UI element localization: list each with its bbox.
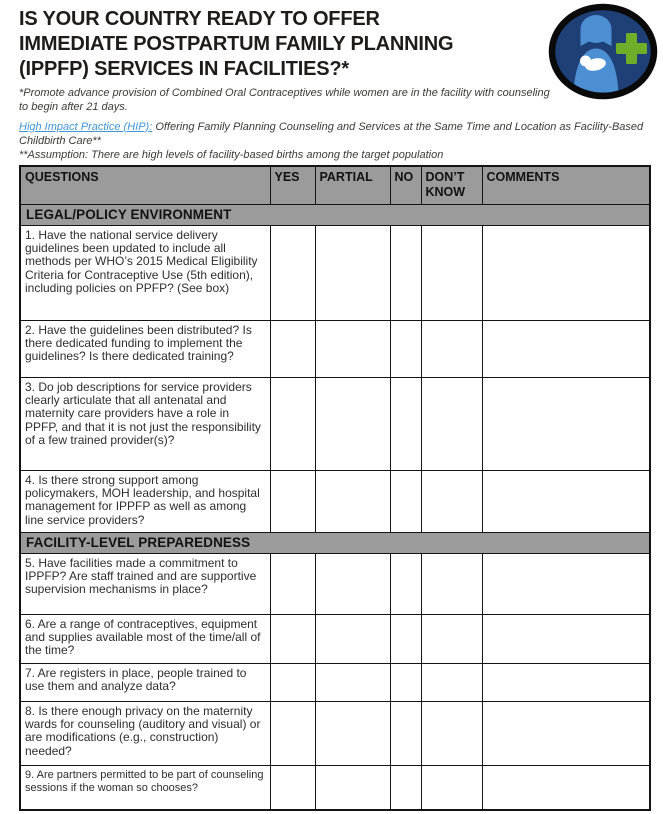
- mother-baby-plus-badge-icon: [548, 3, 658, 101]
- q7-no-cell: [390, 663, 421, 701]
- col-header-questions: QUESTIONS: [20, 166, 270, 204]
- assumption-footnote: **Assumption: There are high levels of facility-based births among the target population: [19, 149, 444, 162]
- question-text: 1. Have the national service delivery guidelines been updated to include all methods per WHO’s 2015 Medical Eligibility Criteria for Contraceptive Use (5th edition), including policies on PPFP? (See box): [20, 225, 270, 320]
- col-header-partial: PARTIAL: [315, 166, 390, 204]
- q2-dont-know-cell: [421, 320, 482, 377]
- promote-footnote: *Promote advance provision of Combined Oral Contraceptives while women are in the facility with counseling to begin after 21 days.: [19, 87, 550, 114]
- hip-paragraph: [19, 120, 647, 163]
- hip-line: [19, 120, 647, 149]
- question-text: 9. Are partners permitted to be part of counseling sessions if the woman so chooses?: [20, 765, 270, 810]
- q4-dont-know-cell: [421, 470, 482, 532]
- q6-partial-cell: [315, 614, 390, 663]
- q1-comments-cell: [482, 225, 650, 320]
- q4-no-cell: [390, 470, 421, 532]
- q9-partial-cell: [315, 765, 390, 810]
- q7-dont-know-cell: [421, 663, 482, 701]
- question-row-3: [20, 377, 650, 470]
- q2-no-cell: [390, 320, 421, 377]
- section-title: LEGAL/POLICY ENVIRONMENT: [20, 204, 650, 225]
- question-text: 2. Have the guidelines been distributed? Is there dedicated funding to implement the guidelines? Is there dedicated training?: [20, 320, 270, 377]
- q9-comments-cell: [482, 765, 650, 810]
- q3-dont-know-cell: [421, 377, 482, 470]
- q8-no-cell: [390, 701, 421, 765]
- col-header-dont-know: DON’T KNOW: [421, 166, 482, 204]
- question-text: 6. Are a range of contraceptives, equipment and supplies available most of the time/all of the time?: [20, 614, 270, 663]
- q6-comments-cell: [482, 614, 650, 663]
- question-row-5: [20, 553, 650, 614]
- q4-comments-cell: [482, 470, 650, 532]
- question-row-4: [20, 470, 650, 532]
- page-title-line: IS YOUR COUNTRY READY TO OFFER: [19, 8, 380, 30]
- q2-yes-cell: [270, 320, 315, 377]
- q8-dont-know-cell: [421, 701, 482, 765]
- q7-comments-cell: [482, 663, 650, 701]
- q3-comments-cell: [482, 377, 650, 470]
- hip-logo: [548, 3, 658, 101]
- col-header-no: NO: [390, 166, 421, 204]
- q6-no-cell: [390, 614, 421, 663]
- q4-partial-cell: [315, 470, 390, 532]
- q7-partial-cell: [315, 663, 390, 701]
- col-header-yes: YES: [270, 166, 315, 204]
- section-title: FACILITY-LEVEL PREPAREDNESS: [20, 532, 650, 553]
- page-title: [19, 7, 544, 82]
- q5-no-cell: [390, 553, 421, 614]
- hip-text: Offering Family Planning Counseling and Services at the Same Time and Location as Facility-Based Childbirth Care**: [19, 120, 644, 147]
- q4-yes-cell: [270, 470, 315, 532]
- q1-yes-cell: [270, 225, 315, 320]
- question-row-7: [20, 663, 650, 701]
- q8-comments-cell: [482, 701, 650, 765]
- question-row-8: [20, 701, 650, 765]
- question-row-1: [20, 225, 650, 320]
- q8-yes-cell: [270, 701, 315, 765]
- section-header-legal-policy: [20, 204, 650, 225]
- q9-no-cell: [390, 765, 421, 810]
- q2-comments-cell: [482, 320, 650, 377]
- question-row-6: [20, 614, 650, 663]
- q9-dont-know-cell: [421, 765, 482, 810]
- hip-link[interactable]: High Impact Practice (HIP):: [19, 120, 153, 133]
- question-text: 8. Is there enough privacy on the maternity wards for counseling (auditory and visual) or are modifications (e.g., construction) needed?: [20, 701, 270, 765]
- question-text: 4. Is there strong support among policymakers, MOH leadership, and hospital management for IPPFP as well as among line service providers?: [20, 470, 270, 532]
- q2-partial-cell: [315, 320, 390, 377]
- q3-no-cell: [390, 377, 421, 470]
- q3-partial-cell: [315, 377, 390, 470]
- q5-yes-cell: [270, 553, 315, 614]
- col-header-comments: COMMENTS: [482, 166, 650, 204]
- readiness-checklist-table: [19, 165, 651, 811]
- q9-yes-cell: [270, 765, 315, 810]
- q6-yes-cell: [270, 614, 315, 663]
- q5-dont-know-cell: [421, 553, 482, 614]
- question-row-9: [20, 765, 650, 810]
- q3-yes-cell: [270, 377, 315, 470]
- question-text: 5. Have facilities made a commitment to IPPFP? Are staff trained and are supportive supervision mechanisms in place?: [20, 553, 270, 614]
- section-header-facility-level: [20, 532, 650, 553]
- page-title-line: IMMEDIATE POSTPARTUM FAMILY PLANNING: [19, 33, 454, 55]
- q8-partial-cell: [315, 701, 390, 765]
- q1-no-cell: [390, 225, 421, 320]
- q1-dont-know-cell: [421, 225, 482, 320]
- q7-yes-cell: [270, 663, 315, 701]
- q5-comments-cell: [482, 553, 650, 614]
- question-row-2: [20, 320, 650, 377]
- q5-partial-cell: [315, 553, 390, 614]
- q6-dont-know-cell: [421, 614, 482, 663]
- table-header-row: [20, 166, 650, 204]
- question-text: 3. Do job descriptions for service providers clearly articulate that all antenatal and maternity care providers have a role in PPFP, and that it is not just the responsibility of a few trained provider(s)?: [20, 377, 270, 470]
- page-title-line: (IPPFP) SERVICES IN FACILITIES?*: [19, 58, 349, 80]
- q1-partial-cell: [315, 225, 390, 320]
- question-text: 7. Are registers in place, people trained to use them and analyze data?: [20, 663, 270, 701]
